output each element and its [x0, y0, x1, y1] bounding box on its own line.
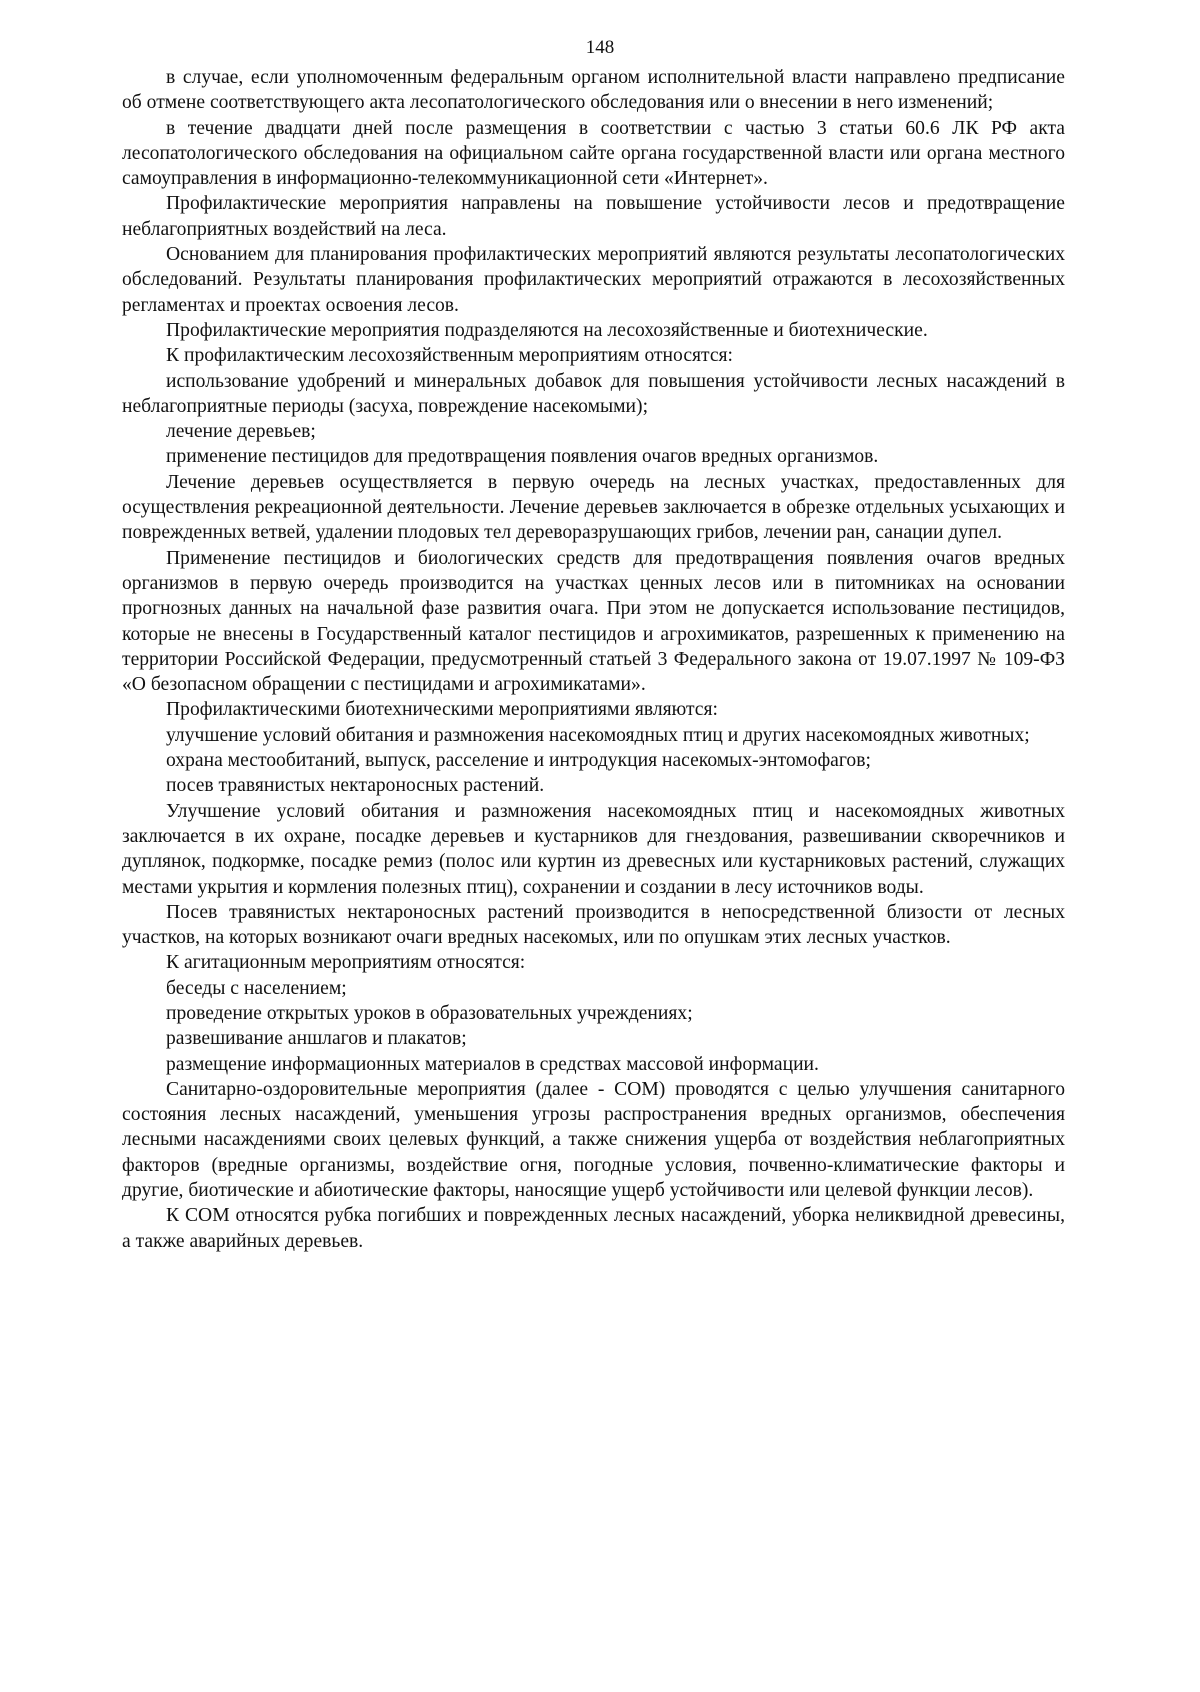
paragraph: лечение деревьев; [166, 421, 316, 443]
paragraph: размещение информационных материалов в средствах массовой информации. [166, 1053, 819, 1075]
paragraph: Профилактические мероприятия направлены на повышение устойчивости лесов и предотвращение неблагоприятных воздействий на леса. [122, 193, 1065, 240]
page-number: 148 [585, 37, 615, 58]
paragraph: Санитарно-оздоровительные мероприятия (далее - СОМ) проводятся с целью улучшения санитарного состояния лесных насаждений, уменьшения угрозы распространения вредных организмов, обеспечения лесными насаждениями своих целевых функций, а также снижения ущерба от воздействия неблагоприятных факторов (вредные организмы, воздействие огня, погодные условия, почвенно-климатические факторы и другие, биотические и абиотические факторы, наносящие ущерб устойчивости или целевой функции лесов). [122, 1078, 1065, 1202]
paragraph: развешивание аншлагов и плакатов; [166, 1028, 467, 1050]
paragraph: использование удобрений и минеральных добавок для повышения устойчивости лесных насаждений в неблагоприятные периоды (засуха, повреждение насекомыми); [122, 370, 1065, 417]
paragraph: в случае, если уполномоченным федеральным органом исполнительной власти направлено предписание об отмене соответствующего акта лесопатологического обследования или о внесении в него изменений; [122, 67, 1065, 114]
document-body [122, 65, 1065, 1254]
paragraph: охрана местообитаний, выпуск, расселение и интродукция насекомых-энтомофагов; [166, 750, 871, 772]
paragraph: К СОМ относятся рубка погибших и поврежденных лесных насаждений, уборка неликвидной древесины, а также аварийных деревьев. [122, 1205, 1065, 1252]
paragraph: посев травянистых нектароносных растений. [166, 775, 545, 797]
paragraph: проведение открытых уроков в образовательных учреждениях; [166, 1002, 693, 1024]
paragraph: К профилактическим лесохозяйственным мероприятиям относятся: [166, 345, 733, 367]
paragraph: Посев травянистых нектароносных растений производится в непосредственной близости от лесных участков, на которых возникают очаги вредных насекомых, или по опушкам этих лесных участков. [122, 901, 1065, 949]
paragraph: К агитационным мероприятиям относятся: [166, 952, 526, 974]
paragraph: Улучшение условий обитания и размножения насекомоядных птиц и насекомоядных животных заключается в их охране, посадке деревьев и кустарников для гнездования, развешивании скворечников и дуплянок, подкормке, посадке ремиз (полос или куртин из древесных или кустарниковых растений, служащих местами укрытия и кормления полезных птиц), сохранении и создании в лесу источников воды. [122, 800, 1065, 898]
paragraph: Основанием для планирования профилактических мероприятий являются результаты лесопатологических обследований. Результаты планирования профилактических мероприятий отражаются в лесохозяйственных регламентах и проектах освоения лесов. [122, 244, 1065, 316]
paragraph: Профилактические мероприятия подразделяются на лесохозяйственные и биотехнические. [166, 319, 928, 341]
paragraph: Применение пестицидов и биологических средств для предотвращения появления очагов вредных организмов в первую очередь производится на участках ценных лесов или в питомниках на основании прогнозных данных на начальной фазе развития очага. При этом не допускается использование пестицидов, которые не внесены в Государственный каталог пестицидов и агрохимикатов, разрешенных к применению на территории Российской Федерации, предусмотренный статьей 3 Федерального закона от 19.07.1997 № 109-ФЗ «О безопасном обращении с пестицидами и агрохимикатами». [122, 547, 1065, 696]
paragraph: улучшение условий обитания и размножения насекомоядных птиц и других насекомоядных животных; [166, 724, 1030, 746]
paragraph: Профилактическими биотехническими мероприятиями являются: [166, 699, 718, 721]
paragraph: Лечение деревьев осуществляется в первую очередь на лесных участках, предоставленных для осуществления рекреационной деятельности. Лечение деревьев заключается в обрезке отдельных усыхающих и поврежденных ветвей, удалении плодовых тел дереворазрушающих грибов, лечении ран, санации дупел. [122, 471, 1065, 544]
paragraph: в течение двадцати дней после размещения в соответствии с частью 3 статьи 60.6 ЛК РФ акта лесопатологического обследования на официальном сайте органа государственной власти или органа местного самоуправления в информационно-телекоммуникационной сети «Интернет». [122, 117, 1065, 190]
paragraph: применение пестицидов для предотвращения появления очагов вредных организмов. [166, 446, 879, 468]
paragraph: беседы с населением; [166, 977, 347, 999]
